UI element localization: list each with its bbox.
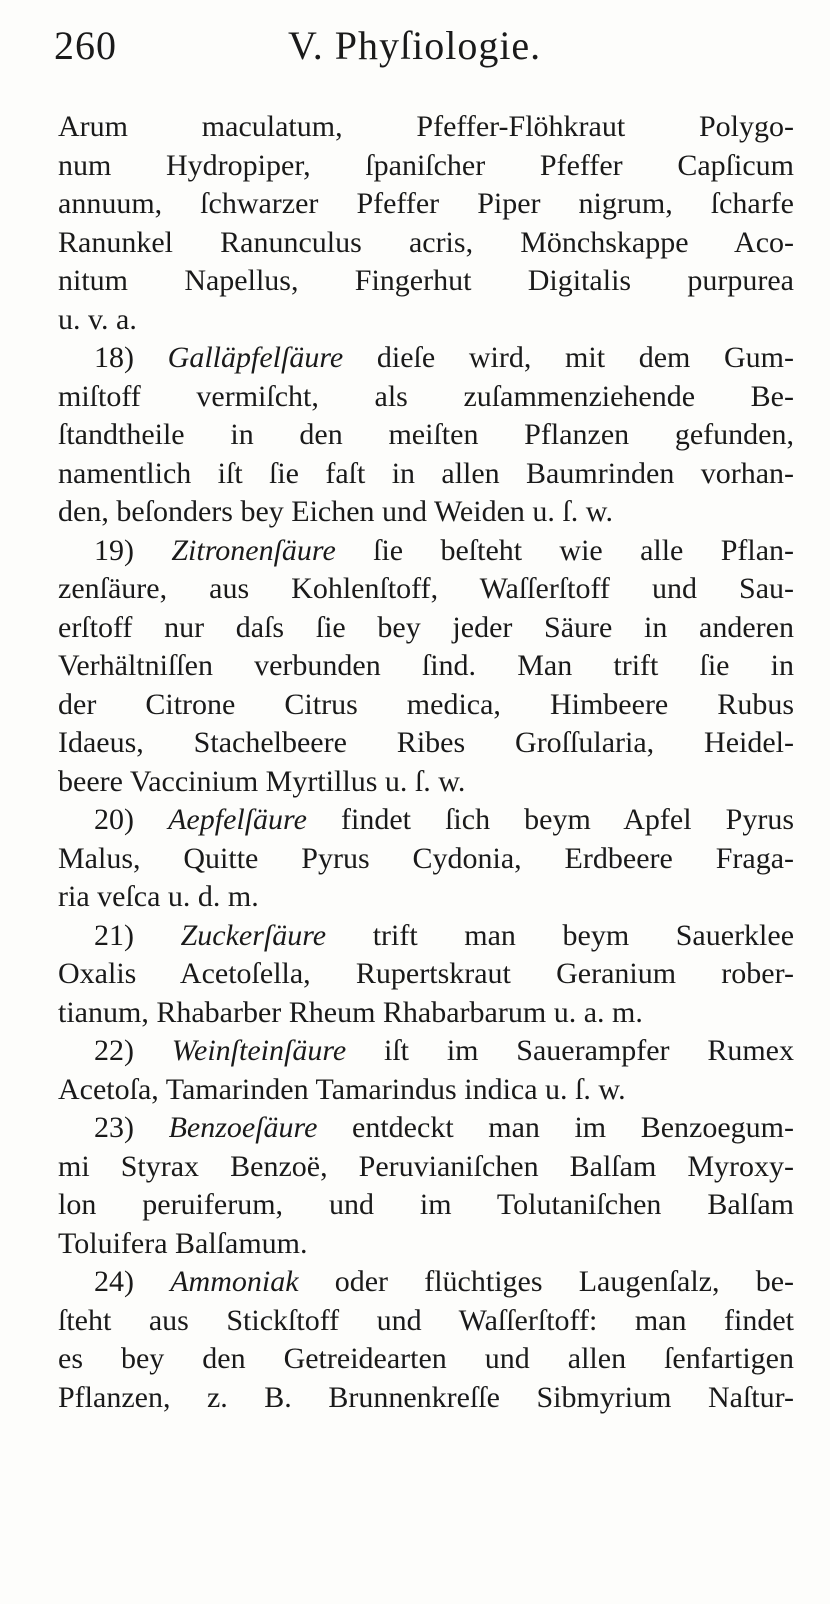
page-header: [54, 22, 794, 82]
paragraph: [58, 801, 794, 917]
text-line: ſtandtheile in den meiſten Pflanzen gefunden,: [58, 418, 794, 451]
body-text: [58, 108, 794, 1417]
item-term: Galläpfelſäure: [167, 341, 344, 374]
paragraph-first-line: [58, 532, 794, 571]
text-line: Malus, Quitte Pyrus Cydonia, Erdbeere Fraga-: [58, 841, 794, 875]
text-line: Oxalis Acetoſella, Rupertskraut Geranium rober-: [58, 957, 794, 990]
text-line: ſteht aus Stickſtoff und Waſſerſtoff: man findet: [58, 1303, 794, 1337]
paragraph: [58, 532, 794, 802]
paragraph: [58, 1109, 794, 1263]
paragraph: [58, 108, 794, 339]
item-first-line-rest: ſie beſteht wie alle Pflan-: [373, 533, 795, 567]
paragraph-first-line: [58, 1032, 794, 1071]
text-line: lon peruiferum, und im Tolutaniſchen Balſam: [58, 1188, 794, 1221]
text-line: annuum, ſchwarzer Pfeffer Piper nigrum, ſcharfe: [58, 187, 794, 220]
running-head: V. Phyſiologie.: [288, 23, 542, 68]
text-line: nitum Napellus, Fingerhut Digitalis purpurea: [58, 264, 794, 297]
text-line: beere Vaccinium Myrtillus u. ſ. w.: [58, 764, 466, 798]
text-line: num Hydropiper, ſpaniſcher Pfeffer Capſicum: [58, 148, 794, 182]
paragraph-first-line: [58, 801, 794, 840]
paragraph-first-line: [58, 1263, 794, 1302]
text-line: namentlich iſt ſie faſt in allen Baumrinden vorhan-: [58, 456, 794, 490]
item-number: 23): [94, 1111, 134, 1144]
text-line: den, beſonders bey Eichen und Weiden u. ſ. w.: [58, 495, 613, 528]
text-line: u. v. a.: [58, 302, 137, 336]
text-line: tianum, Rhabarber Rheum Rhabarbarum u. a. m.: [58, 995, 643, 1029]
item-number: 18): [94, 341, 134, 374]
item-number: 21): [94, 918, 134, 952]
item-first-line-rest: dieſe wird, mit dem Gum-: [376, 341, 795, 374]
text-line: Pflanzen, z. B. Brunnenkreſſe Sibmyrium Naſtur-: [58, 1380, 794, 1414]
text-line: Ranunkel Ranunculus acris, Mönchskappe Aco-: [58, 225, 794, 259]
text-line: Verhältniſſen verbunden ſind. Man trift ſie in: [58, 649, 794, 682]
text-line: zenſäure, aus Kohlenſtoff, Waſſerſtoff und Sau-: [58, 572, 794, 605]
paragraph-first-line: [58, 1109, 794, 1148]
page-number: 260: [54, 23, 117, 68]
text-line: der Citrone Citrus medica, Himbeere Rubus: [58, 687, 794, 721]
paragraph: [58, 1263, 794, 1417]
item-number: 24): [94, 1265, 134, 1298]
item-number: 22): [94, 1034, 134, 1067]
paragraph: [58, 339, 794, 532]
item-term: Zuckerſäure: [180, 918, 327, 952]
text-line: Idaeus, Stachelbeere Ribes Groſſularia, Heidel-: [58, 726, 794, 759]
item-first-line-rest: trift man beym Sauerklee: [372, 918, 795, 952]
text-line: miſtoff vermiſcht, als zuſammenziehende Be-: [58, 379, 794, 413]
text-line: es bey den Getreidearten und allen ſenfartigen: [58, 1342, 794, 1375]
text-line: Toluifera Balſamum.: [58, 1226, 308, 1260]
paragraph: [58, 917, 794, 1033]
text-line: Arum maculatum, Pfeffer-Flöhkraut Polygo-: [58, 110, 794, 143]
text-line: Acetoſa, Tamarinden Tamarindus indica u. ſ. w.: [58, 1072, 626, 1106]
item-first-line-rest: findet ſich beym Apfel Pyrus: [341, 803, 794, 836]
paragraph-first-line: [58, 339, 794, 378]
item-term: Benzoeſäure: [168, 1111, 318, 1144]
text-line: ria veſca u. d. m.: [58, 880, 259, 913]
item-term: Aepfelſäure: [168, 803, 307, 836]
item-first-line-rest: iſt im Sauerampfer Rumex: [384, 1034, 794, 1067]
paragraph: [58, 1032, 794, 1109]
item-term: Ammoniak: [170, 1265, 299, 1298]
paragraph-first-line: [58, 917, 794, 956]
text-line: erſtoff nur daſs ſie bey jeder Säure in anderen: [58, 610, 794, 644]
item-number: 19): [94, 533, 134, 567]
item-term: Weinſteinſäure: [171, 1034, 347, 1067]
item-term: Zitronenſäure: [171, 533, 336, 567]
item-first-line-rest: oder flüchtiges Laugenſalz, be-: [334, 1265, 794, 1298]
text-line: mi Styrax Benzoë, Peruvianiſchen Balſam Myroxy-: [58, 1149, 794, 1183]
item-number: 20): [94, 803, 134, 836]
item-first-line-rest: entdeckt man im Benzoegum-: [352, 1111, 795, 1144]
